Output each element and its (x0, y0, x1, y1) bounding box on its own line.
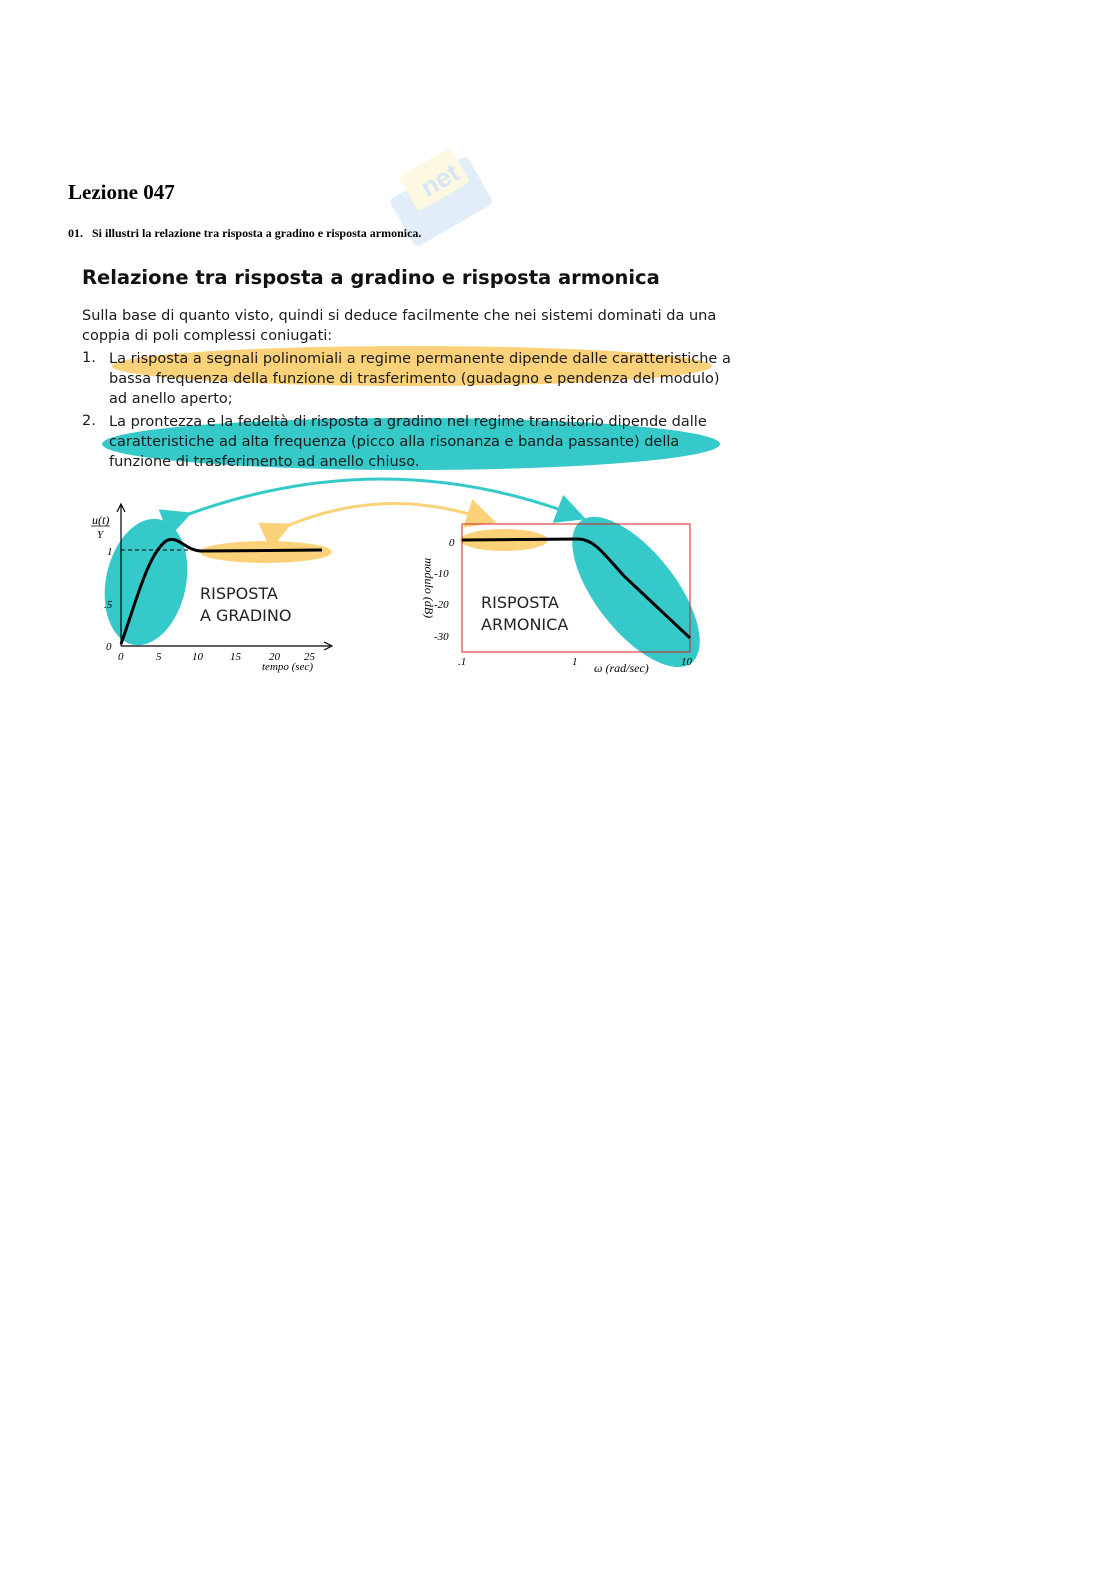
item2-line-1: La prontezza e la fedeltà di risposta a gradino nel regime transitorio dipende dalle (109, 414, 707, 430)
step-xtick-6: 25 (304, 651, 315, 663)
svg-text:net: net (415, 157, 465, 203)
orange-double-arrow (278, 504, 482, 530)
item2-line-2: caratteristiche ad alta frequenza (picco alla risonanza e banda passante) della (109, 434, 680, 450)
step-label-line1: RISPOSTA (200, 584, 278, 603)
freq-ytick-1: 0 (449, 537, 455, 549)
item1-line-2: bassa frequenza della funzione di trasferimento (guadagno e pendenza del modulo) (109, 371, 720, 387)
watermark-logo (360, 148, 530, 268)
freq-ytick-2: -10 (434, 568, 449, 580)
freq-label-line2: ARMONICA (481, 615, 569, 634)
list-number-1: 1. (82, 350, 96, 366)
freq-ytick-4: -30 (434, 631, 449, 643)
item2-line-3: funzione di trasferimento ad anello chiuso. (109, 454, 420, 470)
step-ytick-1: 1 (107, 546, 113, 558)
step-ylabel-top: u(t) (92, 513, 110, 527)
intro-line-2: coppia di poli complessi coniugati: (82, 328, 333, 344)
slide-title: Relazione tra risposta a gradino e risposta armonica (82, 266, 660, 289)
step-transient-highlight (94, 511, 199, 653)
step-label-line2: A GRADINO (200, 606, 292, 625)
freq-label-line1: RISPOSTA (481, 593, 559, 612)
teal-double-arrow (178, 479, 572, 518)
item1-line-3: ad anello aperto; (109, 391, 233, 407)
freq-xtick-3: 10 (681, 656, 692, 668)
step-xlabel: tempo (sec) (262, 661, 314, 673)
freq-ylabel: modulo (dB) (422, 557, 436, 619)
question-number: 01. (68, 226, 83, 240)
step-xtick-3: 10 (192, 651, 203, 663)
lesson-title: Lezione 047 (68, 180, 175, 204)
step-xtick-5: 20 (269, 651, 280, 663)
freq-xtick-1: .1 (458, 656, 467, 668)
intro-line-1: Sulla base di quanto visto, quindi si deduce facilmente che nei sistemi dominati da una (82, 308, 717, 324)
step-xtick-2: 5 (156, 651, 162, 663)
list-number-2: 2. (82, 413, 96, 429)
slide-image (78, 262, 738, 690)
response-figure (78, 262, 738, 690)
question-line (68, 226, 421, 241)
freq-xlabel: ω (rad/sec) (594, 661, 649, 675)
step-xtick-4: 15 (230, 651, 241, 663)
step-ylabel-bottom: Y (97, 529, 104, 541)
item1-line-1: La risposta a segnali polinomiali a regime permanente dipende dalle caratteristiche a (109, 351, 731, 367)
freq-ytick-3: -20 (434, 599, 449, 611)
step-xtick-1: 0 (118, 651, 124, 663)
step-ytick-2: .5 (104, 599, 113, 611)
step-ytick-3: 0 (106, 641, 112, 653)
freq-xtick-2: 1 (572, 656, 578, 668)
question-text: Si illustri la relazione tra risposta a gradino e risposta armonica. (92, 226, 422, 240)
